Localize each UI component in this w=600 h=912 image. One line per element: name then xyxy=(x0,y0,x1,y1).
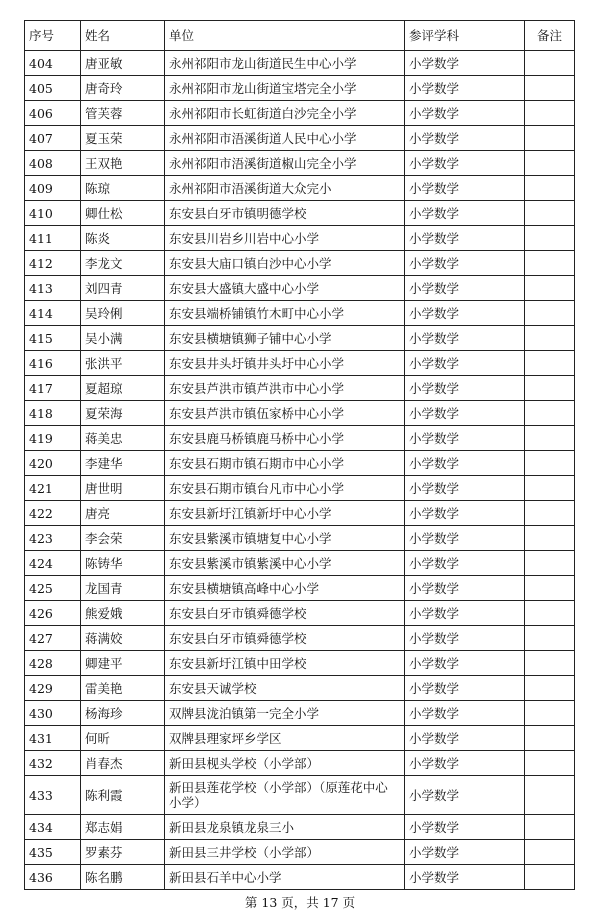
cell-serial-number: 433 xyxy=(25,776,81,815)
cell-serial-number: 422 xyxy=(25,501,81,526)
cell-remarks xyxy=(525,251,575,276)
cell-remarks xyxy=(525,51,575,76)
cell-subject: 小学数学 xyxy=(405,840,525,865)
cell-remarks xyxy=(525,865,575,890)
cell-name: 陈琼 xyxy=(81,176,165,201)
cell-unit: 东安县大盛镇大盛中心小学 xyxy=(165,276,405,301)
cell-name: 唐亚敏 xyxy=(81,51,165,76)
cell-subject: 小学数学 xyxy=(405,676,525,701)
table-row xyxy=(25,201,575,226)
cell-name: 唐奇玲 xyxy=(81,76,165,101)
cell-unit: 永州祁阳市浯溪街道椒山完全小学 xyxy=(165,151,405,176)
table-row xyxy=(25,776,575,815)
cell-subject: 小学数学 xyxy=(405,501,525,526)
cell-name: 何昕 xyxy=(81,726,165,751)
cell-name: 王双艳 xyxy=(81,151,165,176)
cell-unit: 新田县枧头学校（小学部） xyxy=(165,751,405,776)
cell-subject: 小学数学 xyxy=(405,751,525,776)
cell-name: 李龙文 xyxy=(81,251,165,276)
cell-remarks xyxy=(525,151,575,176)
table-row xyxy=(25,601,575,626)
cell-serial-number: 432 xyxy=(25,751,81,776)
cell-remarks xyxy=(525,601,575,626)
cell-unit: 东安县白牙市镇明德学校 xyxy=(165,201,405,226)
cell-remarks xyxy=(525,576,575,601)
table-row xyxy=(25,751,575,776)
cell-name: 卿仕松 xyxy=(81,201,165,226)
cell-name: 蒋满姣 xyxy=(81,626,165,651)
cell-remarks xyxy=(525,751,575,776)
cell-name: 雷美艳 xyxy=(81,676,165,701)
cell-subject: 小学数学 xyxy=(405,151,525,176)
table-row xyxy=(25,626,575,651)
cell-remarks xyxy=(525,815,575,840)
cell-serial-number: 417 xyxy=(25,376,81,401)
cell-unit: 东安县鹿马桥镇鹿马桥中心小学 xyxy=(165,426,405,451)
cell-subject: 小学数学 xyxy=(405,401,525,426)
cell-remarks xyxy=(525,301,575,326)
table-row xyxy=(25,301,575,326)
cell-remarks xyxy=(525,476,575,501)
cell-unit: 东安县横塘镇狮子铺中心小学 xyxy=(165,326,405,351)
cell-name: 龙国青 xyxy=(81,576,165,601)
cell-subject: 小学数学 xyxy=(405,251,525,276)
cell-remarks xyxy=(525,701,575,726)
cell-subject: 小学数学 xyxy=(405,376,525,401)
cell-subject: 小学数学 xyxy=(405,301,525,326)
table-row xyxy=(25,226,575,251)
cell-subject: 小学数学 xyxy=(405,51,525,76)
cell-remarks xyxy=(525,551,575,576)
cell-serial-number: 428 xyxy=(25,651,81,676)
cell-remarks xyxy=(525,651,575,676)
table-row xyxy=(25,176,575,201)
table-row xyxy=(25,126,575,151)
table-row xyxy=(25,151,575,176)
cell-serial-number: 406 xyxy=(25,101,81,126)
cell-unit: 东安县新圩江镇中田学校 xyxy=(165,651,405,676)
cell-unit: 东安县白牙市镇舜德学校 xyxy=(165,626,405,651)
cell-name: 陈炎 xyxy=(81,226,165,251)
cell-serial-number: 413 xyxy=(25,276,81,301)
header-remarks: 备注 xyxy=(525,21,575,51)
cell-serial-number: 416 xyxy=(25,351,81,376)
cell-name: 陈利霞 xyxy=(81,776,165,815)
cell-subject: 小学数学 xyxy=(405,601,525,626)
cell-remarks xyxy=(525,451,575,476)
cell-serial-number: 421 xyxy=(25,476,81,501)
cell-unit: 东安县天诚学校 xyxy=(165,676,405,701)
cell-subject: 小学数学 xyxy=(405,176,525,201)
cell-name: 李会荣 xyxy=(81,526,165,551)
cell-name: 蒋美忠 xyxy=(81,426,165,451)
cell-remarks xyxy=(525,401,575,426)
roster-table xyxy=(24,20,575,890)
cell-remarks xyxy=(525,776,575,815)
table-row xyxy=(25,651,575,676)
cell-name: 吴玲俐 xyxy=(81,301,165,326)
cell-unit: 永州祁阳市龙山街道民生中心小学 xyxy=(165,51,405,76)
cell-subject: 小学数学 xyxy=(405,776,525,815)
cell-serial-number: 412 xyxy=(25,251,81,276)
table-row xyxy=(25,251,575,276)
cell-remarks xyxy=(525,376,575,401)
cell-unit: 东安县芦洪市镇芦洪市中心小学 xyxy=(165,376,405,401)
cell-serial-number: 404 xyxy=(25,51,81,76)
table-row xyxy=(25,76,575,101)
cell-remarks xyxy=(525,426,575,451)
cell-serial-number: 405 xyxy=(25,76,81,101)
header-row xyxy=(25,21,575,51)
cell-name: 杨海珍 xyxy=(81,701,165,726)
cell-remarks xyxy=(525,676,575,701)
cell-name: 刘四青 xyxy=(81,276,165,301)
cell-unit: 永州祁阳市浯溪街道人民中心小学 xyxy=(165,126,405,151)
cell-subject: 小学数学 xyxy=(405,201,525,226)
cell-subject: 小学数学 xyxy=(405,701,525,726)
header-serial-number: 序号 xyxy=(25,21,81,51)
cell-serial-number: 407 xyxy=(25,126,81,151)
cell-subject: 小学数学 xyxy=(405,726,525,751)
cell-serial-number: 423 xyxy=(25,526,81,551)
cell-serial-number: 415 xyxy=(25,326,81,351)
cell-serial-number: 429 xyxy=(25,676,81,701)
cell-unit: 东安县川岩乡川岩中心小学 xyxy=(165,226,405,251)
table-row xyxy=(25,351,575,376)
table-row xyxy=(25,476,575,501)
cell-serial-number: 414 xyxy=(25,301,81,326)
cell-name: 夏荣海 xyxy=(81,401,165,426)
cell-remarks xyxy=(525,501,575,526)
cell-name: 陈名鹏 xyxy=(81,865,165,890)
table-row xyxy=(25,526,575,551)
cell-name: 管芙蓉 xyxy=(81,101,165,126)
cell-unit: 东安县横塘镇高峰中心小学 xyxy=(165,576,405,601)
cell-unit: 新田县石羊中心小学 xyxy=(165,865,405,890)
cell-serial-number: 410 xyxy=(25,201,81,226)
cell-subject: 小学数学 xyxy=(405,351,525,376)
cell-name: 熊爱娥 xyxy=(81,601,165,626)
cell-subject: 小学数学 xyxy=(405,551,525,576)
cell-name: 夏玉荣 xyxy=(81,126,165,151)
cell-unit: 双牌县泷泊镇第一完全小学 xyxy=(165,701,405,726)
cell-name: 陈铸华 xyxy=(81,551,165,576)
cell-name: 唐世明 xyxy=(81,476,165,501)
table-header xyxy=(25,21,575,51)
cell-unit: 东安县端桥铺镇竹木町中心小学 xyxy=(165,301,405,326)
cell-serial-number: 425 xyxy=(25,576,81,601)
table-body xyxy=(25,51,575,890)
cell-remarks xyxy=(525,626,575,651)
table-row xyxy=(25,51,575,76)
table-row xyxy=(25,701,575,726)
header-subject: 参评学科 xyxy=(405,21,525,51)
table-row xyxy=(25,426,575,451)
cell-name: 唐亮 xyxy=(81,501,165,526)
table-row xyxy=(25,576,575,601)
cell-unit: 东安县石期市镇石期市中心小学 xyxy=(165,451,405,476)
cell-serial-number: 435 xyxy=(25,840,81,865)
cell-remarks xyxy=(525,351,575,376)
cell-name: 张洪平 xyxy=(81,351,165,376)
cell-subject: 小学数学 xyxy=(405,865,525,890)
cell-remarks xyxy=(525,726,575,751)
cell-unit: 东安县白牙市镇舜德学校 xyxy=(165,601,405,626)
cell-serial-number: 430 xyxy=(25,701,81,726)
table-row xyxy=(25,865,575,890)
cell-remarks xyxy=(525,526,575,551)
cell-remarks xyxy=(525,840,575,865)
cell-subject: 小学数学 xyxy=(405,526,525,551)
cell-subject: 小学数学 xyxy=(405,426,525,451)
cell-serial-number: 408 xyxy=(25,151,81,176)
cell-unit: 新田县三井学校（小学部） xyxy=(165,840,405,865)
table-row xyxy=(25,326,575,351)
cell-subject: 小学数学 xyxy=(405,276,525,301)
cell-serial-number: 419 xyxy=(25,426,81,451)
cell-subject: 小学数学 xyxy=(405,101,525,126)
cell-remarks xyxy=(525,176,575,201)
cell-unit: 永州祁阳市龙山街道宝塔完全小学 xyxy=(165,76,405,101)
cell-name: 郑志娟 xyxy=(81,815,165,840)
cell-unit: 双牌县理家坪乡学区 xyxy=(165,726,405,751)
cell-name: 吴小满 xyxy=(81,326,165,351)
cell-serial-number: 427 xyxy=(25,626,81,651)
table-row xyxy=(25,101,575,126)
cell-subject: 小学数学 xyxy=(405,476,525,501)
cell-serial-number: 434 xyxy=(25,815,81,840)
cell-remarks xyxy=(525,276,575,301)
cell-subject: 小学数学 xyxy=(405,126,525,151)
table-row xyxy=(25,840,575,865)
cell-unit: 东安县石期市镇台凡市中心小学 xyxy=(165,476,405,501)
cell-subject: 小学数学 xyxy=(405,226,525,251)
cell-subject: 小学数学 xyxy=(405,451,525,476)
cell-name: 夏超琼 xyxy=(81,376,165,401)
cell-serial-number: 411 xyxy=(25,226,81,251)
table-row xyxy=(25,501,575,526)
table-row xyxy=(25,276,575,301)
cell-unit: 东安县大庙口镇白沙中心小学 xyxy=(165,251,405,276)
cell-unit: 永州祁阳市长虹街道白沙完全小学 xyxy=(165,101,405,126)
cell-subject: 小学数学 xyxy=(405,815,525,840)
cell-subject: 小学数学 xyxy=(405,651,525,676)
cell-remarks xyxy=(525,226,575,251)
cell-name: 李建华 xyxy=(81,451,165,476)
cell-unit: 永州祁阳市浯溪街道大众完小 xyxy=(165,176,405,201)
cell-serial-number: 426 xyxy=(25,601,81,626)
table-row xyxy=(25,676,575,701)
cell-subject: 小学数学 xyxy=(405,326,525,351)
table-row xyxy=(25,401,575,426)
cell-remarks xyxy=(525,76,575,101)
table-row xyxy=(25,451,575,476)
cell-serial-number: 424 xyxy=(25,551,81,576)
header-name: 姓名 xyxy=(81,21,165,51)
cell-name: 卿建平 xyxy=(81,651,165,676)
table-row xyxy=(25,726,575,751)
cell-name: 肖春杰 xyxy=(81,751,165,776)
table-row xyxy=(25,815,575,840)
cell-unit: 东安县井头圩镇井头圩中心小学 xyxy=(165,351,405,376)
cell-unit: 东安县紫溪市镇塘复中心小学 xyxy=(165,526,405,551)
cell-name: 罗素芬 xyxy=(81,840,165,865)
cell-remarks xyxy=(525,201,575,226)
cell-remarks xyxy=(525,126,575,151)
table-row xyxy=(25,551,575,576)
cell-unit: 东安县新圩江镇新圩中心小学 xyxy=(165,501,405,526)
cell-subject: 小学数学 xyxy=(405,76,525,101)
cell-serial-number: 431 xyxy=(25,726,81,751)
cell-serial-number: 409 xyxy=(25,176,81,201)
cell-remarks xyxy=(525,101,575,126)
cell-remarks xyxy=(525,326,575,351)
cell-unit: 东安县紫溪市镇紫溪中心小学 xyxy=(165,551,405,576)
cell-serial-number: 420 xyxy=(25,451,81,476)
page-footer: 第 13 页，共 17 页 xyxy=(244,895,356,910)
cell-unit: 新田县龙泉镇龙泉三小 xyxy=(165,815,405,840)
cell-serial-number: 418 xyxy=(25,401,81,426)
cell-subject: 小学数学 xyxy=(405,576,525,601)
cell-serial-number: 436 xyxy=(25,865,81,890)
cell-subject: 小学数学 xyxy=(405,626,525,651)
header-unit: 单位 xyxy=(165,21,405,51)
cell-unit: 东安县芦洪市镇伍家桥中心小学 xyxy=(165,401,405,426)
table-row xyxy=(25,376,575,401)
cell-unit: 新田县莲花学校（小学部）（原莲花中心小学） xyxy=(165,776,405,815)
